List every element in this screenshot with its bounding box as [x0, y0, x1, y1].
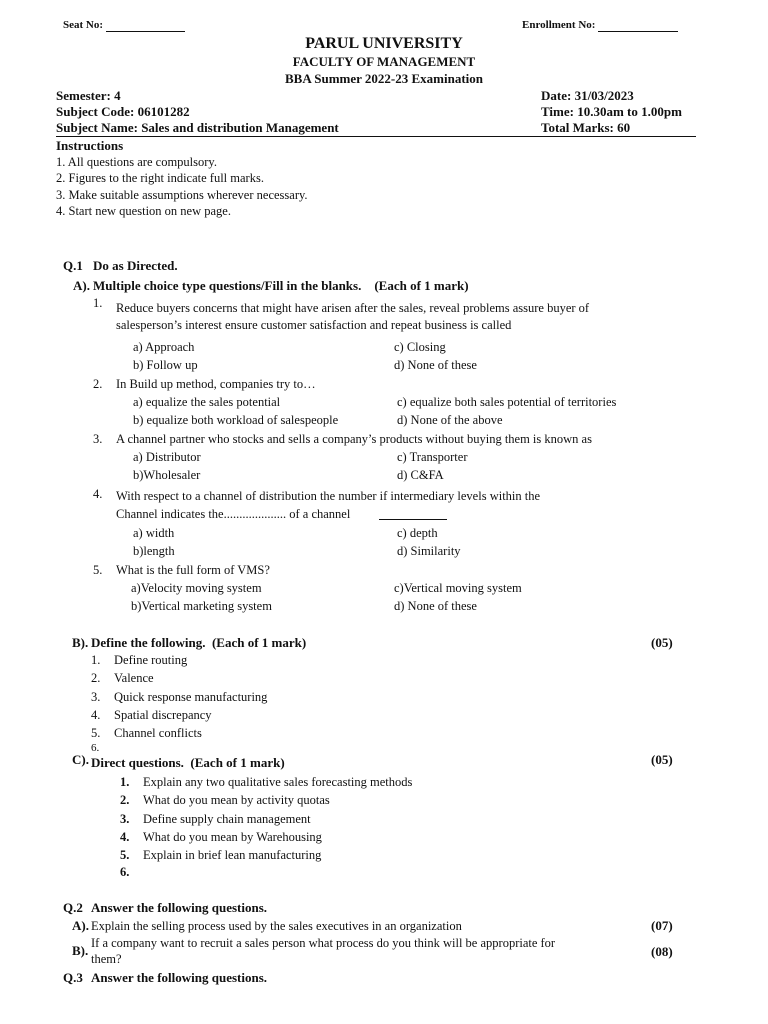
mcq-option: a) Distributor — [133, 450, 201, 464]
total-marks: Total Marks: 60 — [541, 120, 631, 135]
mcq-option: d) None of these — [394, 358, 477, 372]
mcq-option: a) width — [133, 526, 175, 540]
seat-no-blank — [106, 31, 185, 32]
mcq-question: Channel indicates the.................... of a channel — [116, 507, 351, 521]
mcq-option: d) C&FA — [397, 468, 444, 482]
mcq-option: b)Vertical marketing system — [131, 599, 272, 613]
instruction-item: 2. Figures to the right indicate full marks. — [56, 171, 264, 185]
q2a-marks: (07) — [651, 918, 673, 933]
q1b-title: Define the following. (Each of 1 mark) — [91, 635, 307, 650]
q1b-marks: (05) — [651, 635, 673, 650]
list-item: Channel conflicts — [114, 726, 202, 740]
mcq-question: salesperson’s interest ensure customer satisfaction and repeat business is called — [116, 318, 512, 332]
mcq-question: Reduce buyers concerns that might have arisen after the sales, reveal problems assure buyer of — [116, 301, 590, 315]
mcq-option: b)length — [133, 544, 175, 558]
list-number: 5. — [91, 726, 101, 740]
q1c-label: C). — [72, 752, 89, 767]
list-number: 5. — [120, 848, 130, 862]
list-item: Define routing — [114, 653, 188, 667]
q2a-label: A). — [72, 918, 89, 933]
list-number: 2. — [120, 793, 130, 807]
exam-time: Time: 10.30am to 1.00pm — [541, 104, 682, 119]
q2b-marks: (08) — [651, 944, 673, 959]
mcq-number: 5. — [93, 563, 103, 577]
mcq-option: a) Approach — [133, 340, 195, 354]
semester: Semester: 4 — [56, 88, 121, 103]
fill-blank-line — [379, 519, 447, 520]
q2-title: Answer the following questions. — [91, 900, 268, 915]
mcq-question: What is the full form of VMS? — [116, 563, 270, 577]
subject-name: Subject Name: Sales and distribution Management — [56, 120, 339, 135]
instructions-title: Instructions — [56, 138, 124, 153]
instruction-item: 3. Make suitable assumptions wherever necessary. — [56, 188, 308, 202]
q3-title: Answer the following questions. — [91, 970, 268, 985]
instruction-item: 1. All questions are compulsory. — [56, 155, 217, 169]
mcq-option: b) Follow up — [133, 358, 198, 372]
q2b-label: B). — [72, 943, 89, 958]
list-number: 1. — [91, 653, 101, 667]
list-item: Define supply chain management — [143, 812, 311, 826]
list-number: 4. — [120, 830, 130, 844]
mcq-question: A channel partner who stocks and sells a company’s products without buying them is known as — [116, 432, 592, 446]
mcq-option: b)Wholesaler — [133, 468, 201, 482]
mcq-option: c) Transporter — [397, 450, 468, 464]
mcq-option: d) Similarity — [397, 544, 461, 558]
q1a-label: A). — [73, 278, 90, 293]
mcq-option: c) Closing — [394, 340, 446, 354]
list-number: 3. — [91, 690, 101, 704]
list-item: Quick response manufacturing — [114, 690, 268, 704]
mcq-question: In Build up method, companies try to… — [116, 377, 316, 391]
mcq-option: c)Vertical moving system — [394, 581, 522, 595]
list-number: 6. — [120, 865, 130, 879]
list-item: Valence — [114, 671, 154, 685]
mcq-option: b) equalize both workload of salespeople — [133, 413, 339, 427]
q1-label: Q.1 — [63, 258, 83, 273]
list-number: 1. — [120, 775, 130, 789]
mcq-number: 3. — [93, 432, 103, 446]
q1a-title: Multiple choice type questions/Fill in the blanks. (Each of 1 mark) — [93, 278, 469, 293]
exam-date: Date: 31/03/2023 — [541, 88, 634, 103]
instruction-item: 4. Start new question on new page. — [56, 204, 231, 218]
q1c-title: Direct questions. (Each of 1 mark) — [91, 755, 285, 770]
q3-label: Q.3 — [63, 970, 83, 985]
q1c-marks: (05) — [651, 752, 673, 767]
subject-code: Subject Code: 06101282 — [56, 104, 190, 119]
list-number: 6. — [91, 742, 100, 754]
q1-title: Do as Directed. — [93, 258, 178, 273]
mcq-number: 1. — [93, 296, 103, 310]
faculty-title: FACULTY OF MANAGEMENT — [292, 54, 476, 69]
mcq-option: c) equalize both sales potential of territories — [397, 395, 617, 409]
seat-no-label: Seat No: — [63, 19, 104, 31]
list-item: What do you mean by activity quotas — [143, 793, 330, 807]
mcq-option: d) None of these — [394, 599, 477, 613]
mcq-number: 4. — [93, 487, 103, 501]
header-divider — [56, 136, 696, 137]
mcq-question: With respect to a channel of distribution the number if intermediary levels within the — [116, 489, 541, 503]
q2b-text: them? — [91, 952, 122, 966]
list-item: Spatial discrepancy — [114, 708, 212, 722]
q2a-text: Explain the selling process used by the sales executives in an organization — [91, 919, 462, 933]
q2-label: Q.2 — [63, 900, 83, 915]
list-item: Explain in brief lean manufacturing — [143, 848, 322, 862]
mcq-option: c) depth — [397, 526, 438, 540]
q2b-text: If a company want to recruit a sales person what process do you think will be appropriate for — [91, 936, 556, 950]
list-item: Explain any two qualitative sales forecasting methods — [143, 775, 413, 789]
university-title: PARUL UNIVERSITY — [305, 35, 463, 52]
list-number: 2. — [91, 671, 101, 685]
mcq-number: 2. — [93, 377, 103, 391]
enrollment-no-blank — [598, 31, 678, 32]
list-number: 4. — [91, 708, 101, 722]
mcq-option: d) None of the above — [397, 413, 503, 427]
mcq-option: a)Velocity moving system — [131, 581, 262, 595]
list-number: 3. — [120, 812, 130, 826]
mcq-option: a) equalize the sales potential — [133, 395, 281, 409]
list-item: What do you mean by Warehousing — [143, 830, 322, 844]
enrollment-no-label: Enrollment No: — [522, 19, 596, 31]
exam-title: BBA Summer 2022-23 Examination — [284, 71, 484, 86]
q1b-label: B). — [72, 635, 89, 650]
